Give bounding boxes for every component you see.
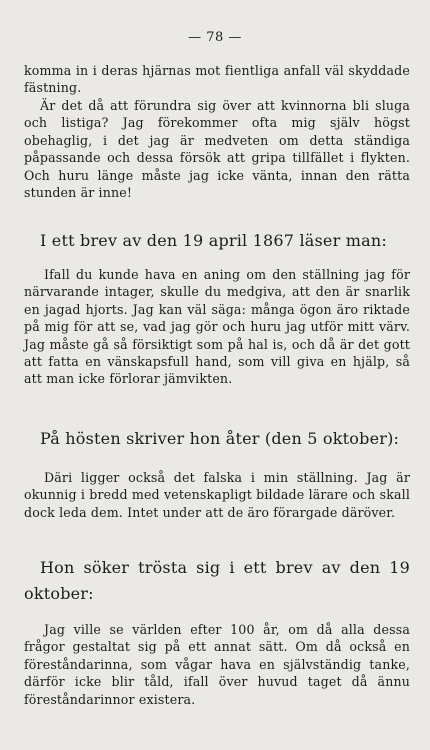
quote-hunted-deer: Ifall du kunde hava en aning om den ställning jag för närvarande intager, skulle du medgiva, att den är snarlik en jagad hjorts. Jag kan väl säga: många ögon äro riktade på mig för att se, vad jag gör och huru jag utför mitt värv. Jag måste gå så försiktigt som på hal is, och då är det gott att fatta en vänskapsfull hand, som vill giva en hjälp, så att man icke förlorar jämvikten. xyxy=(24,267,410,387)
quote-hundred-years: Jag ville se världen efter 100 år, om då alla dessa frågor gestaltat sig på ett annat sätt. Om då också en föreståndarinna, som vågar hava en självständig tanke, därför icke blir tåld, ifall över huvud taget då ännu föreståndarinnor existera. xyxy=(24,622,410,707)
page-number: — 78 — xyxy=(188,30,242,45)
heading-october-letter: Hon söker trösta sig i ett brev av den 19 oktober: xyxy=(24,558,410,603)
heading-letter-april-1867: I ett brev av den 19 april 1867 läser man: xyxy=(40,231,387,250)
heading-autumn-letter: På hösten skriver hon åter (den 5 oktober): xyxy=(40,429,400,448)
paragraph-continuation: komma in i deras hjärnas mot fientliga anfall väl skyddade fästning. xyxy=(24,63,410,96)
quote-false-position: Däri ligger också det falska i min ställning. Jag är okunnig i bredd med vetenskapligt bildade lärare och skall dock leda dem. Intet under att de äro förargade däröver. xyxy=(24,470,410,520)
paragraph-women-cunning: Är det då att förundra sig över att kvinnorna bli sluga och listiga? Jag förekommer ofta mig själv högst obehaglig, i det jag är medveten om detta ständiga påpassande och dessa försök att gripa tillfället i flykten. Och huru länge måste jag icke vänta, innan den rätta stunden är inne! xyxy=(24,98,410,201)
